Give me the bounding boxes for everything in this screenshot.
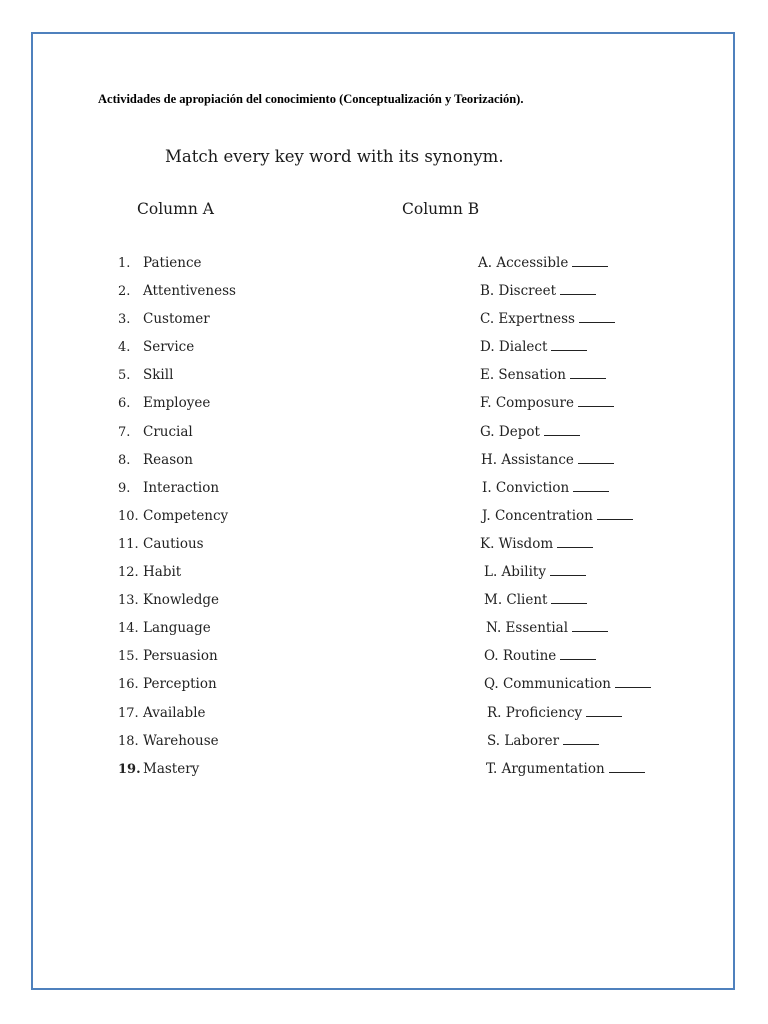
answer-blank[interactable] [579, 310, 615, 323]
item-number: 3. [118, 312, 131, 328]
answer-blank[interactable] [544, 423, 580, 436]
answer-blank[interactable] [563, 732, 599, 745]
item-number: 6. [118, 396, 131, 412]
column-b-item [478, 422, 651, 450]
synonym-word: S. Laborer [487, 732, 560, 749]
column-b-item [478, 506, 651, 534]
column-a-item [118, 506, 236, 534]
answer-blank[interactable] [570, 366, 606, 379]
key-word: Perception [143, 676, 217, 693]
key-word: Interaction [143, 479, 220, 496]
key-word: Customer [143, 311, 210, 328]
item-number: 4. [118, 340, 131, 356]
item-number: 15. [118, 649, 139, 665]
item-number: 7. [118, 424, 131, 440]
column-b-item [478, 703, 651, 731]
item-number: 13. [118, 593, 139, 609]
column-b-item [478, 731, 651, 759]
column-b-item [478, 365, 651, 393]
answer-blank[interactable] [572, 254, 608, 267]
column-a-item [118, 253, 236, 281]
answer-blank[interactable] [573, 479, 609, 492]
column-a-item [118, 618, 236, 646]
column-a-item [118, 562, 236, 590]
instruction-text: Match every key word with its synonym. [165, 147, 504, 166]
item-number: 18. [118, 733, 139, 749]
column-a-item [118, 646, 236, 674]
answer-blank[interactable] [578, 394, 614, 407]
answer-blank[interactable] [615, 675, 651, 688]
column-a-item [118, 365, 236, 393]
synonym-word: A. Accessible [478, 255, 569, 271]
synonym-word: R. Proficiency [487, 704, 583, 721]
synonym-word: E. Sensation [480, 367, 566, 384]
column-a-item [118, 337, 236, 365]
column-a-item [118, 674, 236, 702]
synonym-word: B. Discreet [480, 283, 556, 300]
column-a-item [118, 422, 236, 450]
column-b-item [478, 281, 651, 309]
answer-blank[interactable] [597, 507, 633, 520]
column-a-list [118, 253, 236, 787]
synonym-word: G. Depot [480, 423, 540, 440]
key-word: Attentiveness [143, 283, 236, 300]
key-word: Available [143, 704, 206, 721]
column-a-item [118, 731, 236, 759]
key-word: Habit [143, 564, 182, 581]
synonym-word: O. Routine [484, 648, 557, 665]
answer-blank[interactable] [551, 591, 587, 604]
column-a-item [118, 393, 236, 421]
item-number: 19. [118, 761, 141, 777]
item-number: 17. [118, 705, 139, 721]
column-a-item [118, 478, 236, 506]
item-number: 12. [118, 565, 139, 581]
synonym-word: J. Concentration [482, 507, 593, 524]
item-number: 8. [118, 452, 131, 468]
synonym-word: I. Conviction [482, 479, 570, 496]
synonym-word: Q. Communication [484, 676, 611, 693]
column-b-item [478, 562, 651, 590]
key-word: Skill [143, 367, 174, 384]
key-word: Knowledge [143, 592, 220, 609]
column-b-item [478, 590, 651, 618]
column-a-item [118, 534, 236, 562]
key-word: Competency [143, 507, 229, 524]
item-number: 5. [118, 368, 131, 384]
key-word: Persuasion [143, 648, 218, 665]
column-b-item [478, 450, 651, 478]
column-b-item [478, 478, 651, 506]
column-b-item [478, 759, 651, 787]
synonym-word: T. Argumentation [486, 760, 605, 777]
column-b-item [478, 253, 651, 281]
column-b-title: Column B [402, 200, 480, 218]
column-b-item [478, 337, 651, 365]
key-word: Crucial [143, 423, 193, 440]
answer-blank[interactable] [572, 619, 608, 632]
column-a-item [118, 281, 236, 309]
key-word: Patience [143, 255, 202, 271]
synonym-word: F. Composure [480, 395, 574, 412]
column-a-title: Column A [137, 200, 214, 218]
answer-blank[interactable] [550, 563, 586, 576]
synonym-word: C. Expertness [480, 311, 575, 328]
key-word: Mastery [143, 760, 200, 777]
item-number: 11. [118, 536, 139, 552]
answer-blank[interactable] [560, 647, 596, 660]
answer-blank[interactable] [586, 704, 622, 717]
item-number: 1. [118, 256, 131, 271]
column-a-item [118, 759, 236, 787]
answer-blank[interactable] [560, 282, 596, 295]
key-word: Employee [143, 395, 211, 412]
key-word: Service [143, 339, 195, 356]
key-word: Warehouse [143, 732, 219, 749]
answer-blank[interactable] [578, 451, 614, 464]
activity-heading: Actividades de apropiación del conocimiento (Conceptualización y Teorización). [98, 92, 524, 106]
answer-blank[interactable] [551, 338, 587, 351]
answer-blank[interactable] [609, 760, 645, 773]
column-b-item [478, 646, 651, 674]
column-a-item [118, 703, 236, 731]
synonym-word: K. Wisdom [480, 535, 554, 552]
synonym-word: N. Essential [486, 620, 569, 637]
key-word: Reason [143, 451, 193, 468]
synonym-word: H. Assistance [481, 451, 574, 468]
answer-blank[interactable] [557, 535, 593, 548]
key-word: Cautious [143, 535, 204, 552]
item-number: 9. [118, 480, 131, 496]
synonym-word: M. Client [484, 592, 548, 609]
key-word: Language [143, 620, 211, 637]
column-b-item [478, 393, 651, 421]
item-number: 2. [118, 284, 131, 300]
item-number: 10. [118, 508, 139, 524]
column-b-item [478, 534, 651, 562]
synonym-word: L. Ability [484, 564, 546, 581]
column-a-item [118, 590, 236, 618]
column-a-item [118, 309, 236, 337]
column-b-item [478, 674, 651, 702]
column-b-item [478, 618, 651, 646]
column-b-list [478, 253, 651, 787]
synonym-word: D. Dialect [480, 339, 548, 356]
column-b-item [478, 309, 651, 337]
item-number: 16. [118, 677, 139, 693]
item-number: 14. [118, 621, 139, 637]
column-a-item [118, 450, 236, 478]
